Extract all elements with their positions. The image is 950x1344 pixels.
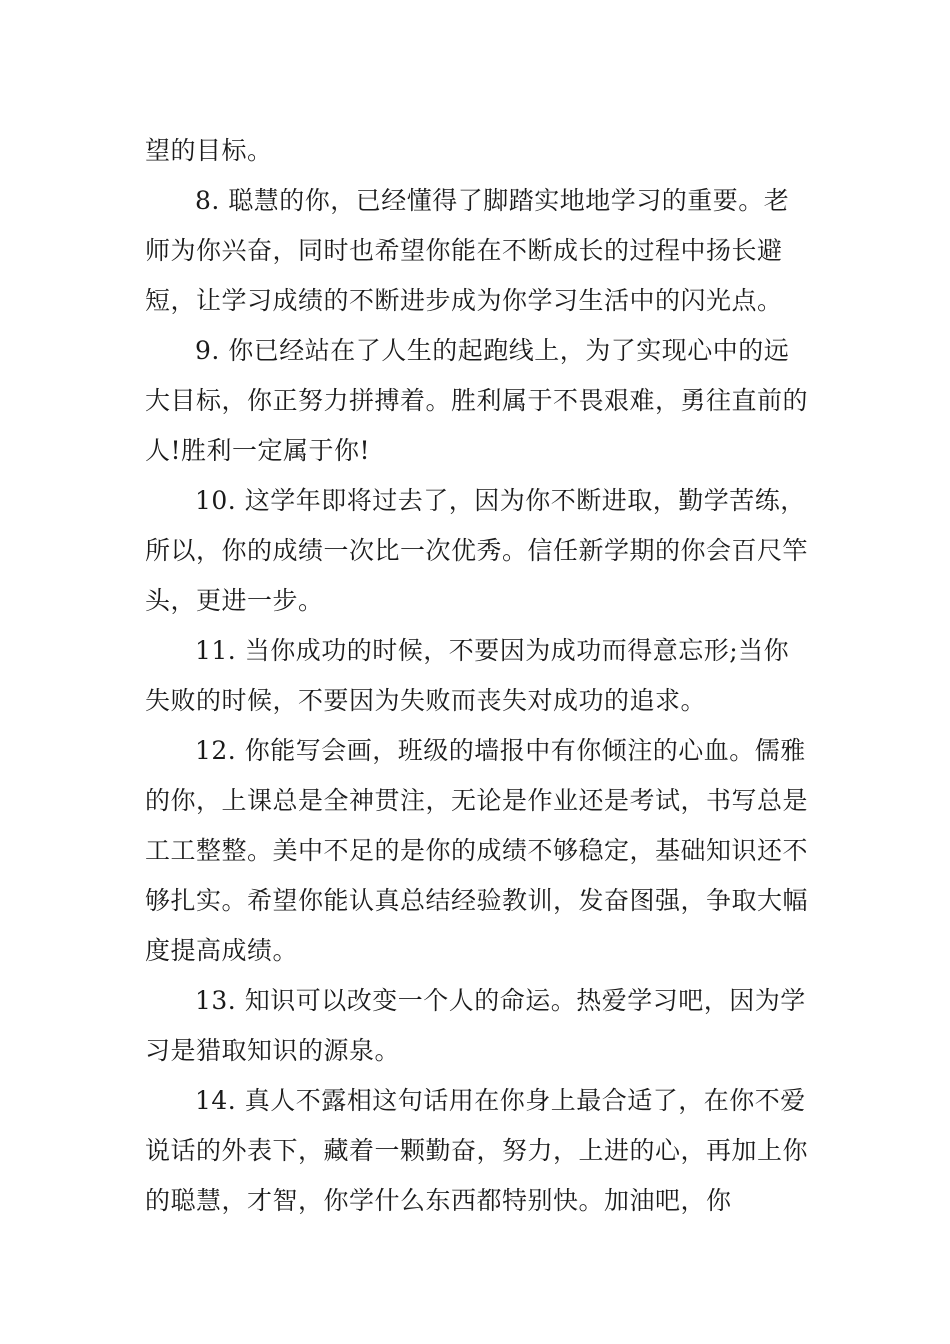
body-text xyxy=(145,126,810,1226)
paragraph-item-10: 10. 这学年即将过去了，因为你不断进取，勤学苦练，所以，你的成绩一次比一次优秀。信任新学期的你会百尺竿头，更进一步。 xyxy=(145,486,809,615)
paragraph-continuation: 望的目标。 xyxy=(145,136,273,165)
paragraph-item-8: 8. 聪慧的你，已经懂得了脚踏实地地学习的重要。老师为你兴奋，同时也希望你能在不断成长的过程中扬长避短，让学习成绩的不断进步成为你学习生活中的闪光点。 xyxy=(145,186,790,315)
paragraph-item-12: 12. 你能写会画，班级的墙报中有你倾注的心血。儒雅的你，上课总是全神贯注，无论是作业还是考试，书写总是工工整整。美中不足的是你的成绩不够稳定，基础知识还不够扎实。希望你能认真总结经验教训，发奋图强，争取大幅度提高成绩。 xyxy=(145,736,809,965)
paragraph-item-13: 13. 知识可以改变一个人的命运。热爱学习吧，因为学习是猎取知识的源泉。 xyxy=(145,986,806,1065)
paragraph-item-14: 14. 真人不露相这句话用在你身上最合适了，在你不爱说话的外表下，藏着一颗勤奋，努力，上进的心，再加上你的聪慧，才智，你学什么东西都特别快。加油吧，你 xyxy=(145,1086,809,1215)
paragraph-item-9: 9. 你已经站在了人生的起跑线上，为了实现心中的远大目标，你正努力拼搏着。胜利属于不畏艰难，勇往直前的人!胜利一定属于你! xyxy=(145,336,809,465)
paragraph-item-11: 11. 当你成功的时候，不要因为成功而得意忘形;当你失败的时候，不要因为失败而丧失对成功的追求。 xyxy=(145,636,790,715)
